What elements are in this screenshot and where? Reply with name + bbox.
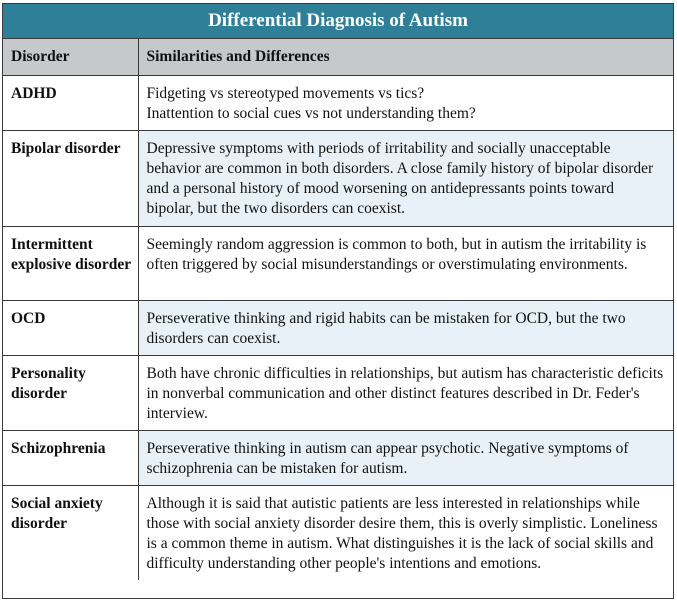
table-row: [3, 130, 673, 226]
differential-diagnosis-table: [2, 3, 674, 599]
disorder-cell: Personality disorder: [3, 355, 138, 430]
table-row: [3, 430, 673, 485]
table-row: [3, 355, 673, 430]
header-row: [3, 39, 673, 75]
table-row: [3, 300, 673, 355]
column-header-notes: Similarities and Differences: [138, 39, 673, 75]
notes-cell: Perseverative thinking in autism can appear psychotic. Negative symptoms of schizophrenia can be mistaken for autism.: [138, 430, 673, 485]
disorder-cell: ADHD: [3, 75, 138, 130]
table-row: [3, 75, 673, 130]
disorder-cell: OCD: [3, 300, 138, 355]
disorder-cell: Intermittent explosive disorder: [3, 226, 138, 300]
table-title: Differential Diagnosis of Autism: [3, 4, 673, 39]
notes-cell: Seemingly random aggression is common to both, but in autism the irritability is often triggered by social misunderstandings or overstimulating environments.: [138, 226, 673, 300]
table-row: [3, 226, 673, 300]
notes-cell: Fidgeting vs stereotyped movements vs tics? Inattention to social cues vs not understanding them?: [138, 75, 673, 130]
column-header-disorder: Disorder: [3, 39, 138, 75]
notes-cell: Although it is said that autistic patients are less interested in relationships while those with social anxiety disorder desire them, this is overly simplistic. Loneliness is a common theme in autism. What distinguishes it is the lack of social skills and difficulty understanding other people's intentions and emotions.: [138, 485, 673, 580]
table-row: [3, 485, 673, 580]
notes-cell: Depressive symptoms with periods of irritability and socially unacceptable behavior are common in both disorders. A close family history of bipolar disorder and a personal history of mood worsening on antidepressants points toward bipolar, but the two disorders can coexist.: [138, 130, 673, 226]
diagnosis-table-grid: [3, 39, 673, 580]
disorder-cell: Schizophrenia: [3, 430, 138, 485]
notes-cell: Perseverative thinking and rigid habits can be mistaken for OCD, but the two disorders can coexist.: [138, 300, 673, 355]
disorder-cell: Social anxiety disorder: [11, 494, 103, 532]
disorder-cell: Bipolar disorder: [3, 130, 138, 226]
notes-cell: Both have chronic difficulties in relationships, but autism has characteristic deficits in nonverbal communication and other distinct features described in Dr. Feder's interview.: [138, 355, 673, 430]
